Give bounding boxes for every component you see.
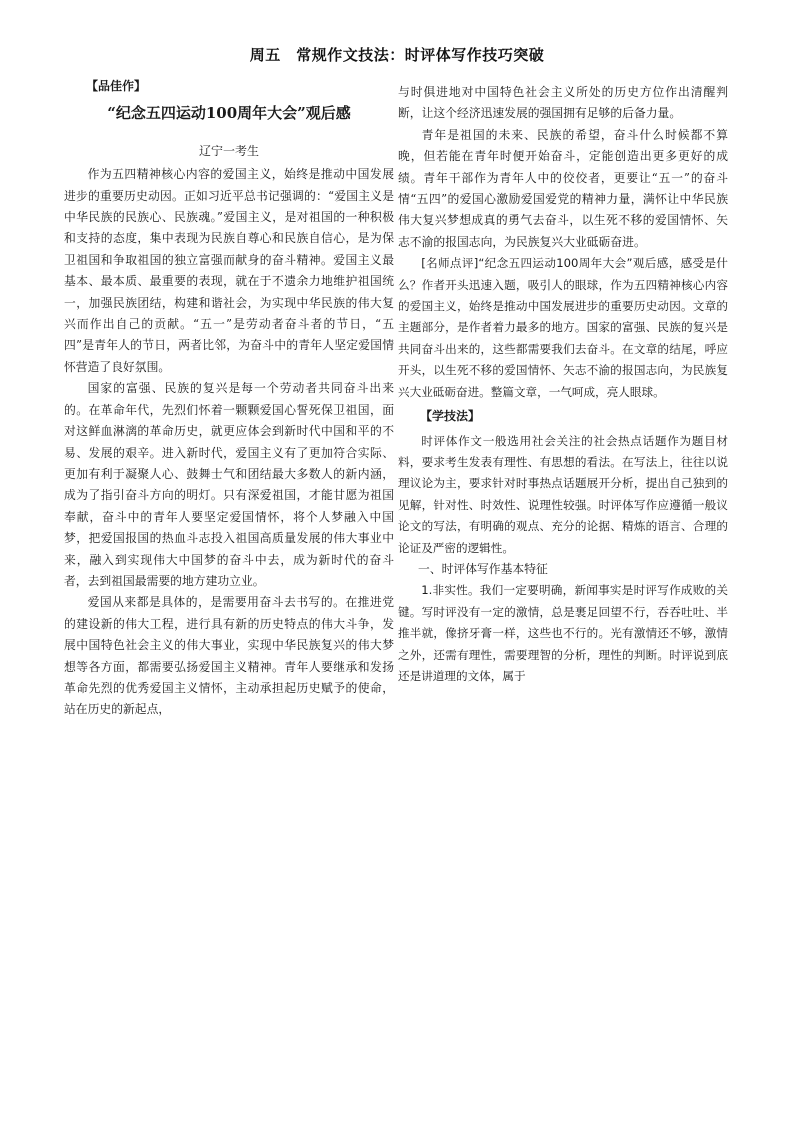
article-paragraph-2: 国家的富强、民族的复兴是每一个劳动者共同奋斗出来的。在革命年代，先烈们怀着一颗颗爱国心誓死保卫祖国，面对这鲜血淋漓的革命历史，就更应体会到新时代中国和平的不易、发展的艰辛。进入新时代，爱国主义有了更加符合实际、更加有利于凝聚人心、鼓舞士气和团结最大多数人的新内涵，成为了指引奋斗方向的明灯。只有深爱祖国，才能甘愿为祖国奉献，奋斗中的青年人要坚定爱国情怀，将个人梦融入中国梦，把爱国报国的热血斗志投入祖国高质量发展的伟大事业中来，融入到实现伟大中国梦的奋斗中去，成为新时代的奋斗者，去到祖国最需要的地方建功立业。 xyxy=(64,381,394,588)
article-paragraph-4: 青年是祖国的未来、民族的希望，奋斗什么时候都不算晚，但若能在青年时便开始奋斗，定能创造出更多更好的成绩。青年干部作为青年人中的佼佼者，更要让“五一”的奋斗情“五四”的爱国心激励爱国爱党的精神力量，满怀让中华民族伟大复兴梦想成真的勇气去奋斗，以生死不移的爱国情怀、矢志不渝的报国志向，为民族复兴大业砥砺奋进。 xyxy=(398,127,728,249)
article-paragraph-3: 爱国从来都是具体的，是需要用奋斗去书写的。在推进党的建设新的伟大工程，进行具有新的历史特点的伟大斗争，发展中国特色社会主义的伟大事业，实现中华民族复兴的伟大梦想等各方面，都需要弘扬爱国主义精神。青年人要继承和发扬革命先烈的优秀爱国主义情怀，主动承担起历史赋予的使命，站在历史的新起点， xyxy=(64,595,394,717)
teacher-comment: [名师点评]“纪念五四运动100周年大会”观后感，感受是什么？作者开头迅速入题，吸引人的眼球，作为五四精神核心内容的爱国主义，始终是推动中国发展进步的重要历史动因。文章的主题部分，是作者着力最多的地方。国家的富强、民族的复兴是共同奋斗出来的，这些都需要我们去奋斗。在文章的结尾，呼应开头，以生死不移的爱国情怀、矢志不渝的报国志向，为民族复兴大业砥砺奋进。整篇文章，一气呵成，亮人眼球。 xyxy=(398,256,728,399)
method-paragraph: 时评体作文一般选用社会关注的社会热点话题作为题目材料，要求考生发表有理性、有思想的看法。在写法上，往往以说理议论为主，要求针对时事热点话题展开分析，提出自己独到的见解，针对性、时效性、说理性较强。时评体写作应遵循一般议论文的写法，有明确的观点、充分的论据、精炼的语言、合理的论证及严密的逻辑性。 xyxy=(398,433,728,555)
article-paragraph-3-continued: 与时俱进地对中国特色社会主义所处的历史方位作出清醒判断，让这个经济迅速发展的强国拥有足够的后备力量。 xyxy=(398,85,728,121)
method-heading-1: 一、时评体写作基本特征 xyxy=(418,561,548,576)
article-title: “纪念五四运动100周年大会”观后感 xyxy=(107,104,351,123)
article-paragraph-1: 作为五四精神核心内容的爱国主义，始终是推动中国发展进步的重要历史动因。正如习近平总书记强调的：“爱国主义是中华民族的民族心、民族魂。”爱国主义，是对祖国的一种积极和支持的态度，集中表现为民族自尊心和民族自信心，是为保卫祖国和争取祖国的独立富强而献身的奋斗精神。爱国主义最基本、最本质、最重要的表现，就在于不遗余力地维护祖国统一，加强民族团结，构建和谐社会，为实现中华民族的伟大复兴而作出自己的贡献。“五一”是劳动者奋斗者的节日，“五四”是青年人的节日，两者比邻，为奋斗中的青年人坚定爱国情怀营造了良好氛围。 xyxy=(64,167,394,374)
author-line: 辽宁一考生 xyxy=(198,143,259,158)
section-tag-appreciation: 【品佳作】 xyxy=(86,79,147,93)
page-title: 周五 常规作文技法：时评体写作技巧突破 xyxy=(249,46,545,64)
section-tag-method: 【学技法】 xyxy=(420,409,481,424)
left-column xyxy=(64,76,394,721)
right-column xyxy=(398,82,728,687)
method-point-1: 1.非实性。我们一定要明确，新闻事实是时评写作成败的关键。写时评没有一定的激情，总是裹足回望不行，吞吞吐吐、半推半就，像挤牙膏一样，这些也不行的。光有激情还不够，激情之外，还需有理性，需要理智的分析，理性的判断。时评说到底还是讲道理的文体，属于 xyxy=(398,583,728,683)
